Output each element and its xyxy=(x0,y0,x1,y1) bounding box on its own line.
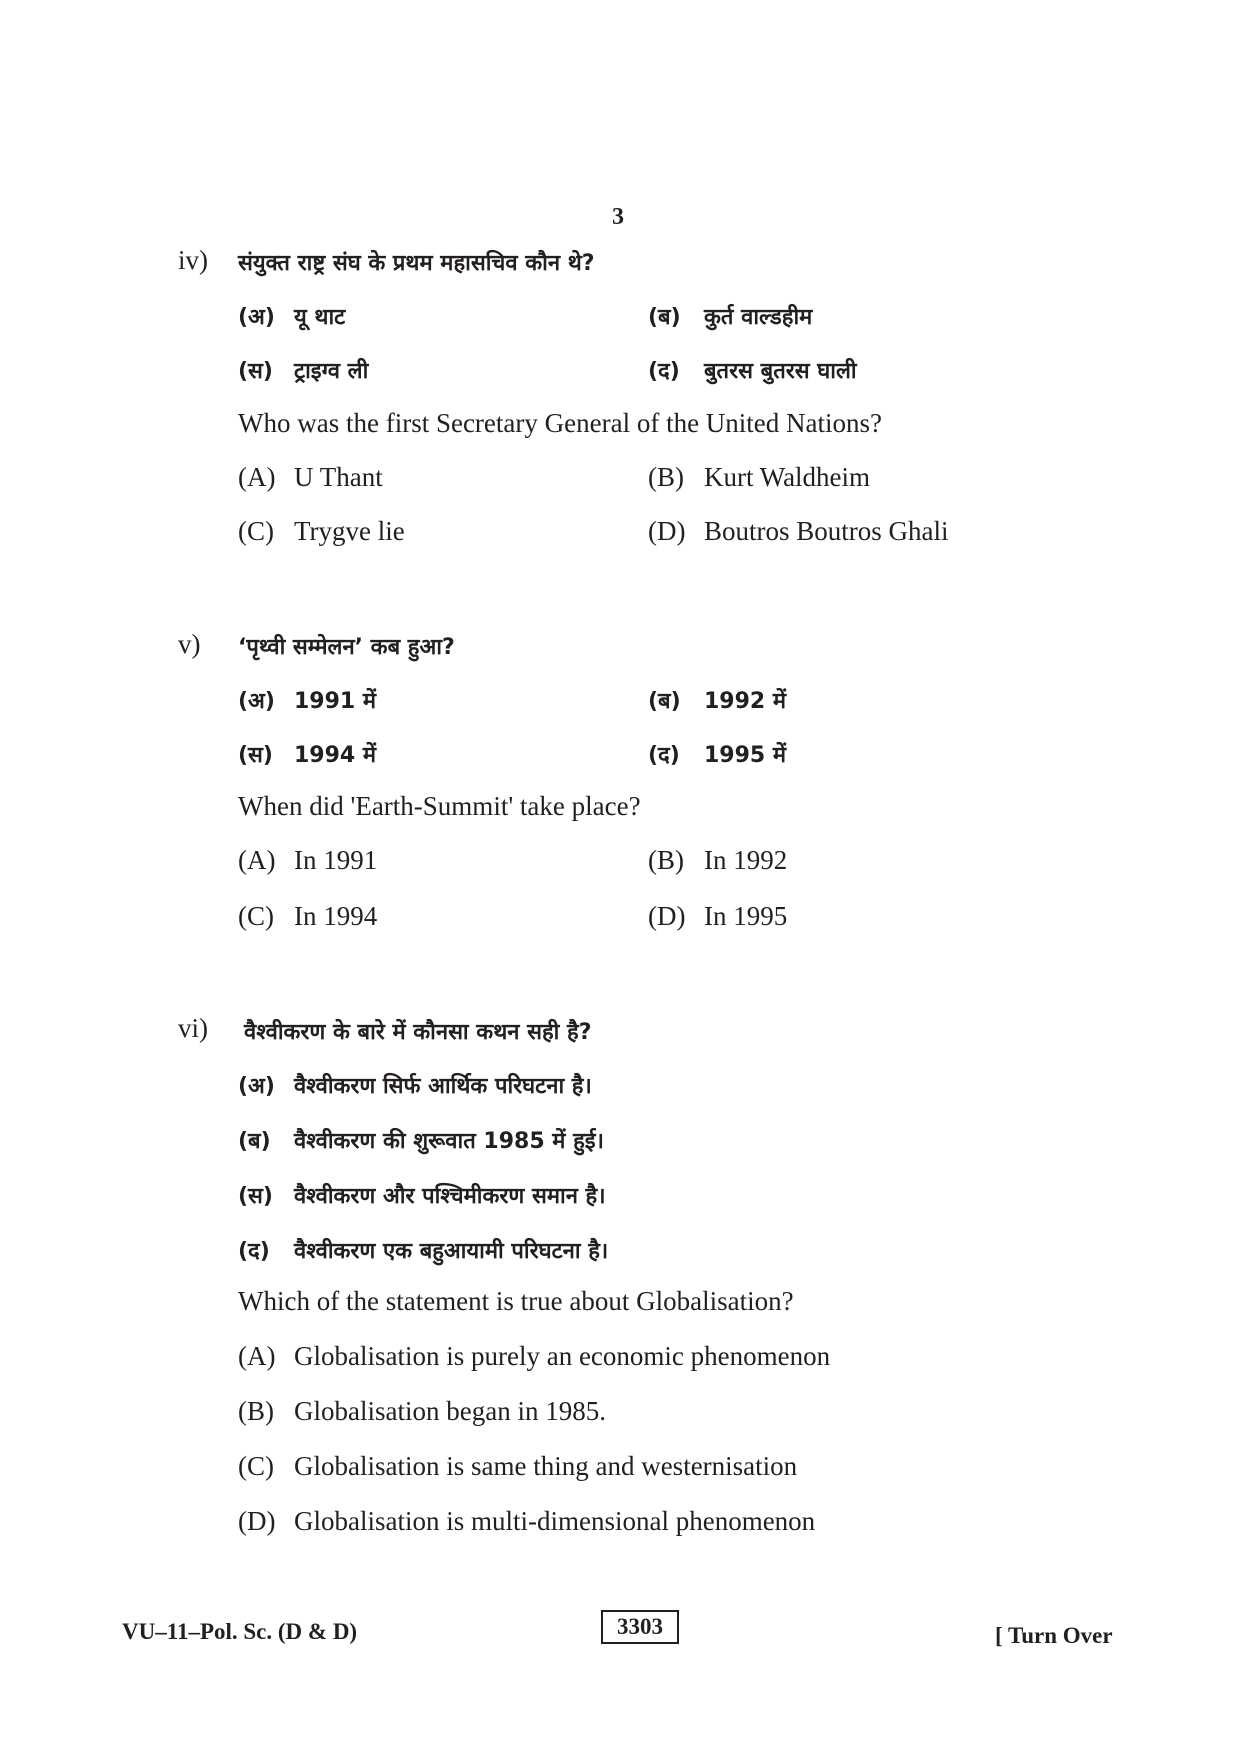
english-option-b xyxy=(648,845,787,876)
english-option-d xyxy=(648,901,787,932)
option-label: (D) xyxy=(648,901,686,931)
hindi-option-c xyxy=(238,1180,606,1210)
page-number: 3 xyxy=(612,204,624,230)
english-option-c xyxy=(238,901,377,932)
option-text: U Thant xyxy=(294,462,383,492)
option-text: 1991 में xyxy=(294,689,377,714)
option-text: बुतरस बुतरस घाली xyxy=(704,359,857,384)
english-option-b xyxy=(648,462,870,493)
english-option-b xyxy=(238,1396,606,1427)
option-label: (स) xyxy=(238,1184,273,1209)
hindi-question-text: वैश्वीकरण के बारे में कौनसा कथन सही है? xyxy=(244,1020,592,1045)
booklet-code-box: 3303 xyxy=(601,1610,679,1644)
english-option-a xyxy=(238,845,377,876)
option-text: 1994 में xyxy=(294,743,377,768)
question-number: vi) xyxy=(178,1013,208,1043)
english-option-c xyxy=(238,1451,797,1482)
hindi-option-a xyxy=(238,685,376,715)
option-label: (अ) xyxy=(238,1074,275,1099)
hindi-option-a xyxy=(238,1070,592,1100)
option-label: (द) xyxy=(648,743,680,768)
hindi-question-text: ‘पृथ्वी सम्मेलन’ कब हुआ? xyxy=(238,635,455,660)
question-number: iv) xyxy=(178,245,208,275)
option-label: (स) xyxy=(238,743,273,768)
option-label: (B) xyxy=(238,1396,274,1426)
option-text: यू थाट xyxy=(294,305,346,330)
option-label: (ब) xyxy=(238,1129,271,1154)
question-number: v) xyxy=(178,629,201,659)
option-label: (C) xyxy=(238,901,274,931)
english-question-text: When did 'Earth-Summit' take place? xyxy=(238,791,641,821)
hindi-option-a xyxy=(238,301,345,331)
option-text: कुर्त वाल्डहीम xyxy=(704,305,813,330)
hindi-question-text: संयुक्त राष्ट्र संघ के प्रथम महासचिव कौन थे? xyxy=(238,251,595,276)
option-text: वैश्वीकरण सिर्फ आर्थिक परिघटना है। xyxy=(294,1074,592,1099)
turn-over-label: [ Turn Over xyxy=(995,1623,1113,1648)
option-text: Globalisation is purely an economic phenomenon xyxy=(294,1341,831,1371)
option-label: (A) xyxy=(238,1341,276,1371)
option-text: वैश्वीकरण की शुरूवात 1985 में हुई। xyxy=(294,1129,604,1154)
option-label: (B) xyxy=(648,845,684,875)
english-option-d xyxy=(238,1506,815,1537)
hindi-option-b xyxy=(648,685,786,715)
option-text: Globalisation is multi-dimensional phenomenon xyxy=(294,1506,816,1536)
option-text: 1995 में xyxy=(704,743,787,768)
option-label: (अ) xyxy=(238,689,275,714)
english-option-a xyxy=(238,1341,830,1372)
option-text: In 1995 xyxy=(704,901,788,931)
option-text: Boutros Boutros Ghali xyxy=(704,516,949,546)
option-text: Trygve lie xyxy=(294,516,405,546)
option-text: वैश्वीकरण और पश्चिमीकरण समान है। xyxy=(294,1184,606,1209)
option-text: 1992 में xyxy=(704,689,787,714)
hindi-option-c xyxy=(238,739,376,769)
option-label: (द) xyxy=(238,1239,270,1264)
hindi-option-c xyxy=(238,355,368,385)
option-text: ट्राइग्व ली xyxy=(294,359,369,384)
hindi-option-b xyxy=(238,1125,604,1155)
option-label: (D) xyxy=(238,1506,276,1536)
option-text: Globalisation is same thing and westernisation xyxy=(294,1451,798,1481)
paper-code: VU–11–Pol. Sc. (D & D) xyxy=(122,1619,358,1644)
hindi-option-d xyxy=(648,355,857,385)
option-label: (ब) xyxy=(648,689,681,714)
english-question-text: Which of the statement is true about Globalisation? xyxy=(238,1286,794,1316)
option-label: (D) xyxy=(648,516,686,546)
option-label: (C) xyxy=(238,1451,274,1481)
option-text: Globalisation began in 1985. xyxy=(294,1396,606,1426)
option-text: In 1994 xyxy=(294,901,378,931)
english-question-text: Who was the first Secretary General of the United Nations? xyxy=(238,408,883,438)
option-label: (A) xyxy=(238,462,276,492)
option-text: In 1992 xyxy=(704,845,788,875)
option-label: (अ) xyxy=(238,305,275,330)
option-text: In 1991 xyxy=(294,845,378,875)
hindi-option-d xyxy=(648,739,786,769)
option-label: (ब) xyxy=(648,305,681,330)
option-label: (स) xyxy=(238,359,273,384)
option-label: (द) xyxy=(648,359,680,384)
hindi-option-d xyxy=(238,1235,608,1265)
option-label: (B) xyxy=(648,462,684,492)
hindi-option-b xyxy=(648,301,812,331)
english-option-c xyxy=(238,516,405,547)
option-text: Kurt Waldheim xyxy=(704,462,871,492)
option-label: (A) xyxy=(238,845,276,875)
option-text: वैश्वीकरण एक बहुआयामी परिघटना है। xyxy=(294,1239,609,1264)
option-label: (C) xyxy=(238,516,274,546)
english-option-d xyxy=(648,516,949,547)
english-option-a xyxy=(238,462,383,493)
